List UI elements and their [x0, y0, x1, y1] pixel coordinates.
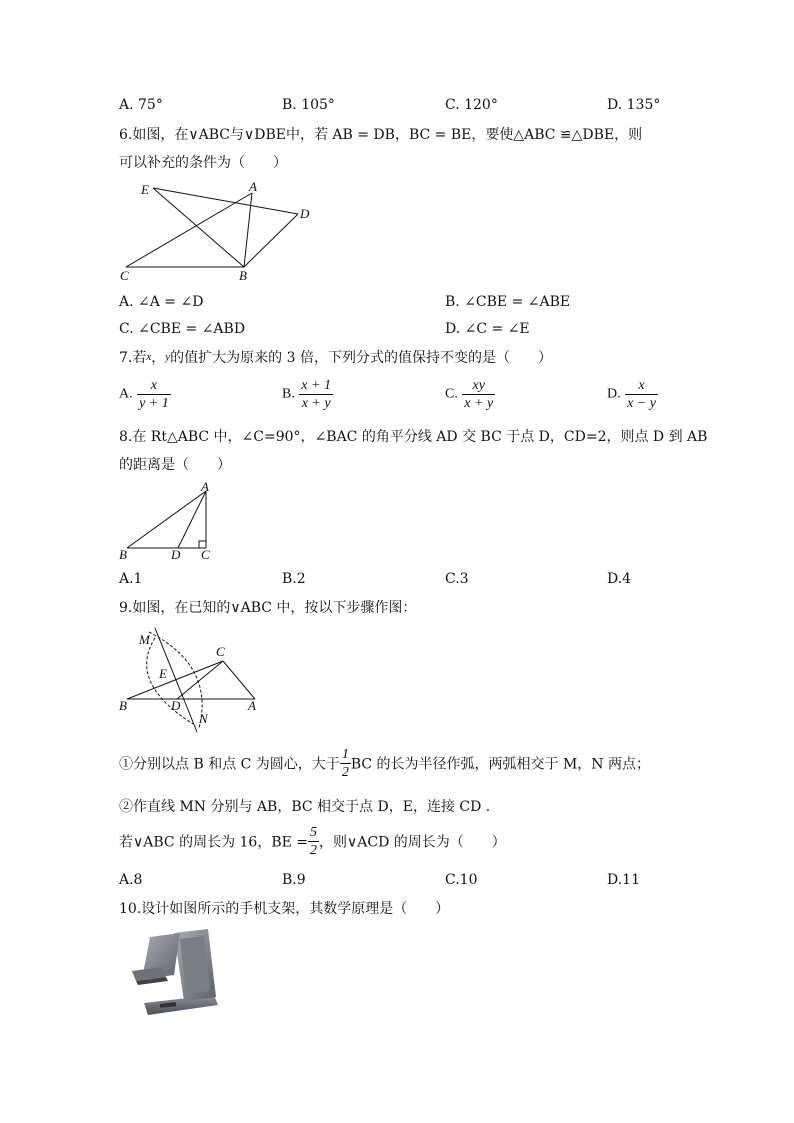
q7-stem-prefix: 7.若 [119, 350, 147, 366]
q9-point-e: E [159, 666, 167, 681]
q8-option-d: D.4 [607, 571, 632, 587]
q6-option-d: D. ∠C = ∠E [445, 321, 530, 337]
q6-option-c: C. ∠CBE = ∠ABD [119, 321, 246, 337]
q9-point-c: C [216, 644, 225, 659]
q7-option-b-label: B. [282, 386, 295, 402]
q6-stem-line1: 6.如图，在∨ABC与∨DBE中，若 AB = DB，BC = BE，要使△ABC ≌△DBE，则 [119, 127, 643, 143]
q6-point-c: C [120, 268, 129, 283]
q7-option-d-fraction [625, 377, 658, 412]
q9-figure [115, 620, 265, 738]
q8-point-d: D [171, 547, 181, 562]
q9-condition [119, 824, 506, 859]
fraction-denominator: x − y [627, 396, 656, 411]
q7-stem-suffix: 的值扩大为原来的 3 倍，下列分式的值保持不变的是（ ） [170, 350, 552, 366]
q8-stem-line1: 8.在 Rt△ABC 中，∠C=90°，∠BAC 的角平分线 AD 交 BC 于点 D，CD=2，则点 D 到 AB [119, 429, 708, 445]
q8-option-c: C.3 [445, 571, 469, 587]
q9-condition-prefix: 若∨ABC 的周长为 16，BE = [119, 834, 309, 851]
q7-var-y: y [165, 351, 171, 363]
q7-option-a-label: A. [119, 386, 133, 402]
fraction-denominator: x + y [299, 394, 333, 412]
q6-point-a: A [249, 179, 257, 194]
q7-option-b-fraction [299, 377, 333, 412]
q7-stem [119, 347, 552, 367]
q6-option-b: B. ∠CBE = ∠ABE [445, 294, 571, 310]
q6-option-a: A. ∠A = ∠D [119, 294, 204, 310]
q6-point-b: B [239, 268, 247, 283]
q9-option-a: A.8 [119, 872, 143, 888]
phone-stand-image [122, 925, 222, 1020]
fraction-numerator: xy [472, 378, 485, 393]
q9-point-n: N [199, 711, 208, 726]
fraction-numerator: x [638, 378, 645, 393]
q9-stem: 9.如图，在已知的∨ABC 中，按以下步骤作图： [119, 600, 417, 616]
q5-option-c: C. 120° [445, 97, 498, 113]
q9-step1-fraction [340, 746, 351, 781]
q9-option-c: C.10 [445, 872, 478, 888]
q9-point-m: M [139, 632, 150, 647]
q6-stem-line2: 可以补充的条件为（ ） [119, 155, 287, 171]
q7-option-a-fraction [137, 377, 171, 412]
q7-option-c-fraction [462, 377, 495, 412]
q7-option-b [282, 377, 333, 412]
fraction-denominator: 2 [341, 765, 349, 780]
q9-point-a: A [248, 698, 256, 713]
fraction-denominator: y + 1 [139, 396, 169, 411]
q7-separator: ， [151, 350, 166, 366]
q9-step1 [119, 746, 650, 781]
q9-option-d: D.11 [607, 872, 640, 888]
q7-option-c [445, 377, 495, 412]
q5-option-a: A. 75° [119, 97, 163, 113]
fraction-denominator: 2 [310, 843, 318, 858]
q9-step1-suffix: BC 的长为半径作弧，两弧相交于 M，N 两点； [350, 756, 651, 773]
q7-option-d-label: D. [607, 386, 621, 402]
q9-step2: ②作直线 MN 分别与 AB，BC 相交于点 D，E，连接 CD . [119, 799, 491, 815]
q6-point-e: E [141, 182, 149, 197]
q8-stem-line2: 的距离是（ ） [119, 457, 231, 473]
q8-point-a: A [201, 481, 209, 494]
q8-option-b: B.2 [282, 571, 306, 587]
q8-point-c: C [201, 547, 210, 562]
q7-option-c-label: C. [445, 386, 458, 402]
q9-step1-prefix: ①分别以点 B 和点 C 为圆心，大于 [119, 756, 340, 773]
q8-point-b: B [119, 547, 127, 562]
q10-stem: 10.设计如图所示的手机支架，其数学原理是（ ） [119, 901, 450, 917]
q8-figure [115, 481, 225, 563]
q9-option-b: B.9 [282, 872, 306, 888]
fraction-numerator: 5 [310, 825, 318, 840]
q7-var-x: x [146, 351, 152, 363]
q5-option-b: B. 105° [282, 97, 335, 113]
fraction-numerator: x + 1 [301, 378, 331, 393]
q9-point-b: B [119, 698, 127, 713]
q7-option-a [119, 377, 171, 412]
q8-option-a: A.1 [119, 571, 143, 587]
q6-figure [115, 178, 325, 284]
q9-condition-suffix: ，则∨ACD 的周长为（ ） [319, 834, 506, 851]
q9-point-d: D [171, 698, 181, 713]
q5-option-d: D. 135° [607, 97, 661, 113]
q6-point-d: D [300, 206, 310, 221]
fraction-numerator: x [150, 378, 158, 393]
q7-option-d [607, 377, 658, 412]
fraction-denominator: x + y [464, 396, 494, 411]
q9-condition-fraction [308, 824, 319, 859]
fraction-numerator: 1 [341, 747, 349, 762]
